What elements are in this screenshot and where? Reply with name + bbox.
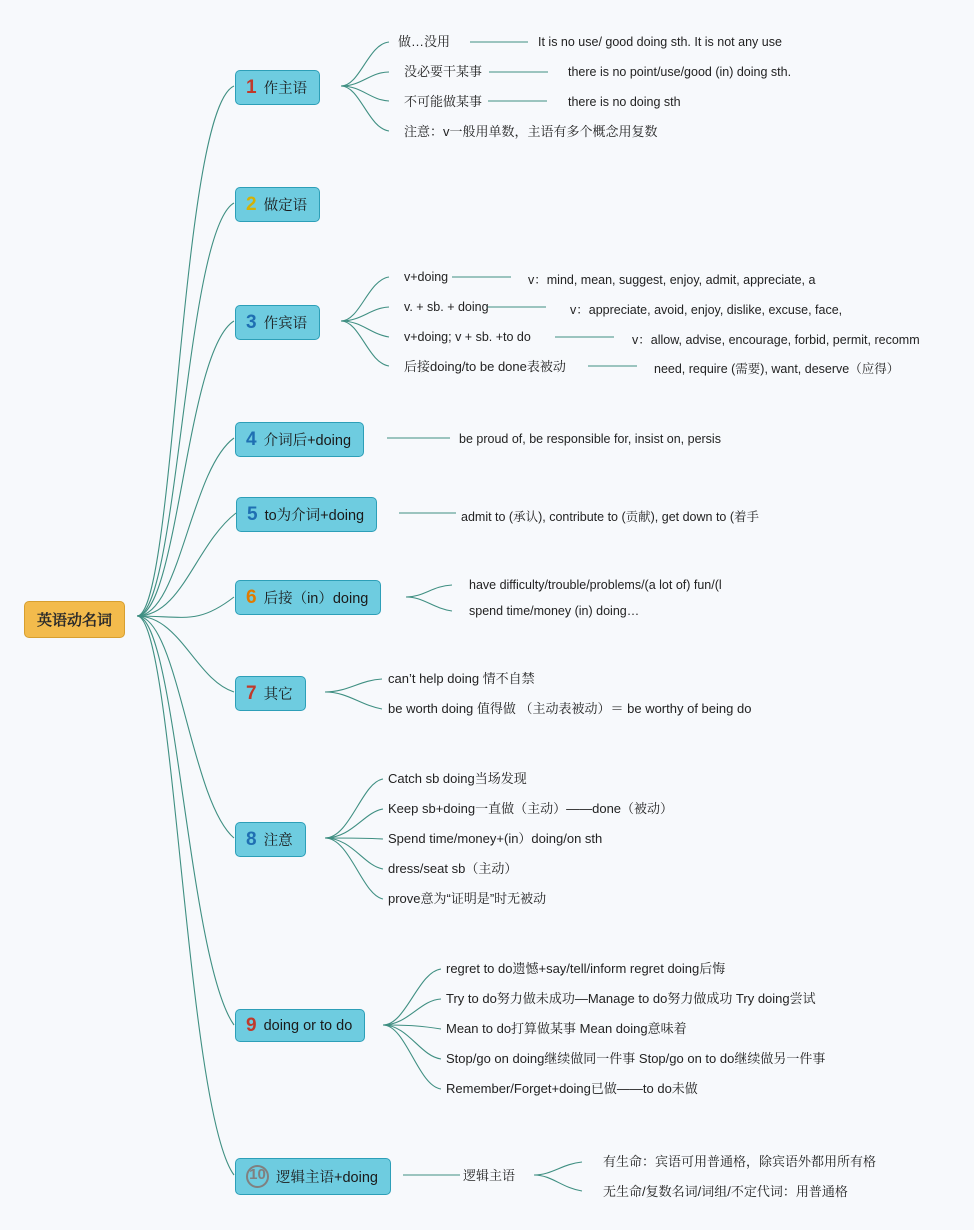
leaf-3-4: 后接doing/to be done表被动 xyxy=(404,359,566,374)
leaf-1-1: 做…没用 xyxy=(398,34,451,49)
branch-label-10: 逻辑主语+doing xyxy=(276,1170,378,1186)
leaf-8-1: Catch sb doing当场发现 xyxy=(388,771,527,786)
branch-number-9: 9 xyxy=(246,1015,257,1036)
branch-number-10: 10 xyxy=(246,1165,269,1188)
branch-number-4: 4 xyxy=(246,429,257,450)
leaf-9-5: Remember/Forget+doing已做——to do未做 xyxy=(446,1081,698,1096)
leaf-7-1: can’t help doing 情不自禁 xyxy=(388,671,535,686)
branch-node-5[interactable] xyxy=(236,497,377,532)
branch-node-2[interactable] xyxy=(235,187,320,222)
leaf-9-1: regret to do遗憾+say/tell/inform regret doing后悔 xyxy=(446,961,726,976)
leaf-7-2: be worth doing 值得做 （主动表被动）＝ be worthy of being do xyxy=(388,701,752,716)
leaf-detail-5-1: admit to (承认), contribute to (贡献), get down to (着手 xyxy=(461,510,760,524)
leaf-detail-3-1: v：mind, mean, suggest, enjoy, admit, appreciate, a xyxy=(528,273,816,287)
leaf-detail-1-2: there is no point/use/good (in) doing sth. xyxy=(568,65,792,79)
leaf-1-3: 不可能做某事 xyxy=(404,94,483,109)
branch-number-3: 3 xyxy=(246,312,257,333)
branch-number-6: 6 xyxy=(246,587,257,608)
leaf-detail-3-2: v：appreciate, avoid, enjoy, dislike, excuse, face, xyxy=(570,303,843,317)
branch-number-8: 8 xyxy=(246,829,257,850)
leaf-1-2: 没必要干某事 xyxy=(404,64,483,79)
leaf-8-3: Spend time/money+(in）doing/on sth xyxy=(388,831,603,846)
branch-node-9[interactable] xyxy=(235,1009,365,1042)
branch-label-5: to为介词+doing xyxy=(264,508,365,524)
branch-node-10[interactable] xyxy=(235,1158,391,1195)
leaf-10-sub-2: 无生命/复数名词/词组/不定代词：用普通格 xyxy=(603,1184,848,1199)
branch-node-3[interactable] xyxy=(235,305,320,340)
branch-number-1: 1 xyxy=(246,77,257,98)
leaf-8-5: prove意为“证明是”时无被动 xyxy=(388,891,547,906)
branch-label-3: 作宾语 xyxy=(263,316,308,332)
leaf-3-3: v+doing; v + sb. +to do xyxy=(404,330,531,344)
leaf-6-2: spend time/money (in) doing… xyxy=(469,604,640,618)
branch-number-7: 7 xyxy=(246,683,257,704)
leaf-9-2: Try to do努力做未成功—Manage to do努力做成功 Try doing尝试 xyxy=(446,991,816,1006)
branch-label-7: 其它 xyxy=(263,687,293,703)
leaf-9-3: Mean to do打算做某事 Mean doing意味着 xyxy=(446,1021,687,1036)
branch-label-6: 后接（in）doing xyxy=(263,591,369,607)
leaf-detail-3-3: v：allow, advise, encourage, forbid, permit, recomm xyxy=(632,333,920,347)
leaf-9-4: Stop/go on doing继续做同一件事 Stop/go on to do继续做另一件事 xyxy=(446,1051,826,1066)
leaf-3-1: v+doing xyxy=(404,270,449,284)
root-label: 英语动名词 xyxy=(37,612,113,629)
leaf-detail-4-1: be proud of, be responsible for, insist on, persis xyxy=(459,432,721,446)
branch-label-8: 注意 xyxy=(263,833,293,849)
root-node[interactable] xyxy=(24,601,125,638)
leaf-10-sub-1: 有生命：宾语可用普通格，除宾语外都用所有格 xyxy=(603,1154,877,1169)
leaf-10-1: 逻辑主语 xyxy=(463,1168,516,1183)
branch-node-6[interactable] xyxy=(235,580,381,615)
leaf-3-2: v. + sb. + doing xyxy=(404,300,489,314)
leaf-8-4: dress/seat sb（主动） xyxy=(388,861,518,876)
branch-node-8[interactable] xyxy=(235,822,306,857)
branch-node-4[interactable] xyxy=(235,422,364,457)
branch-label-1: 作主语 xyxy=(263,81,308,97)
branch-node-1[interactable] xyxy=(235,70,320,105)
branch-number-5: 5 xyxy=(247,504,258,525)
leaf-8-2: Keep sb+doing一直做（主动）——done（被动） xyxy=(388,801,674,816)
leaf-1-4: 注意：v一般用单数，主语有多个概念用复数 xyxy=(404,124,658,139)
branch-label-9: doing or to do xyxy=(263,1017,353,1034)
branch-node-7[interactable] xyxy=(235,676,306,711)
leaf-detail-1-1: It is no use/ good doing sth. It is not any use xyxy=(538,35,782,49)
branch-number-2: 2 xyxy=(246,194,257,215)
leaf-detail-1-3: there is no doing sth xyxy=(568,95,681,109)
leaf-detail-3-4: need, require (需要), want, deserve（应得） xyxy=(654,362,900,376)
branch-label-4: 介词后+doing xyxy=(263,433,352,449)
leaf-6-1: have difficulty/trouble/problems/(a lot of) fun/(l xyxy=(469,578,722,592)
branch-label-2: 做定语 xyxy=(263,198,308,214)
